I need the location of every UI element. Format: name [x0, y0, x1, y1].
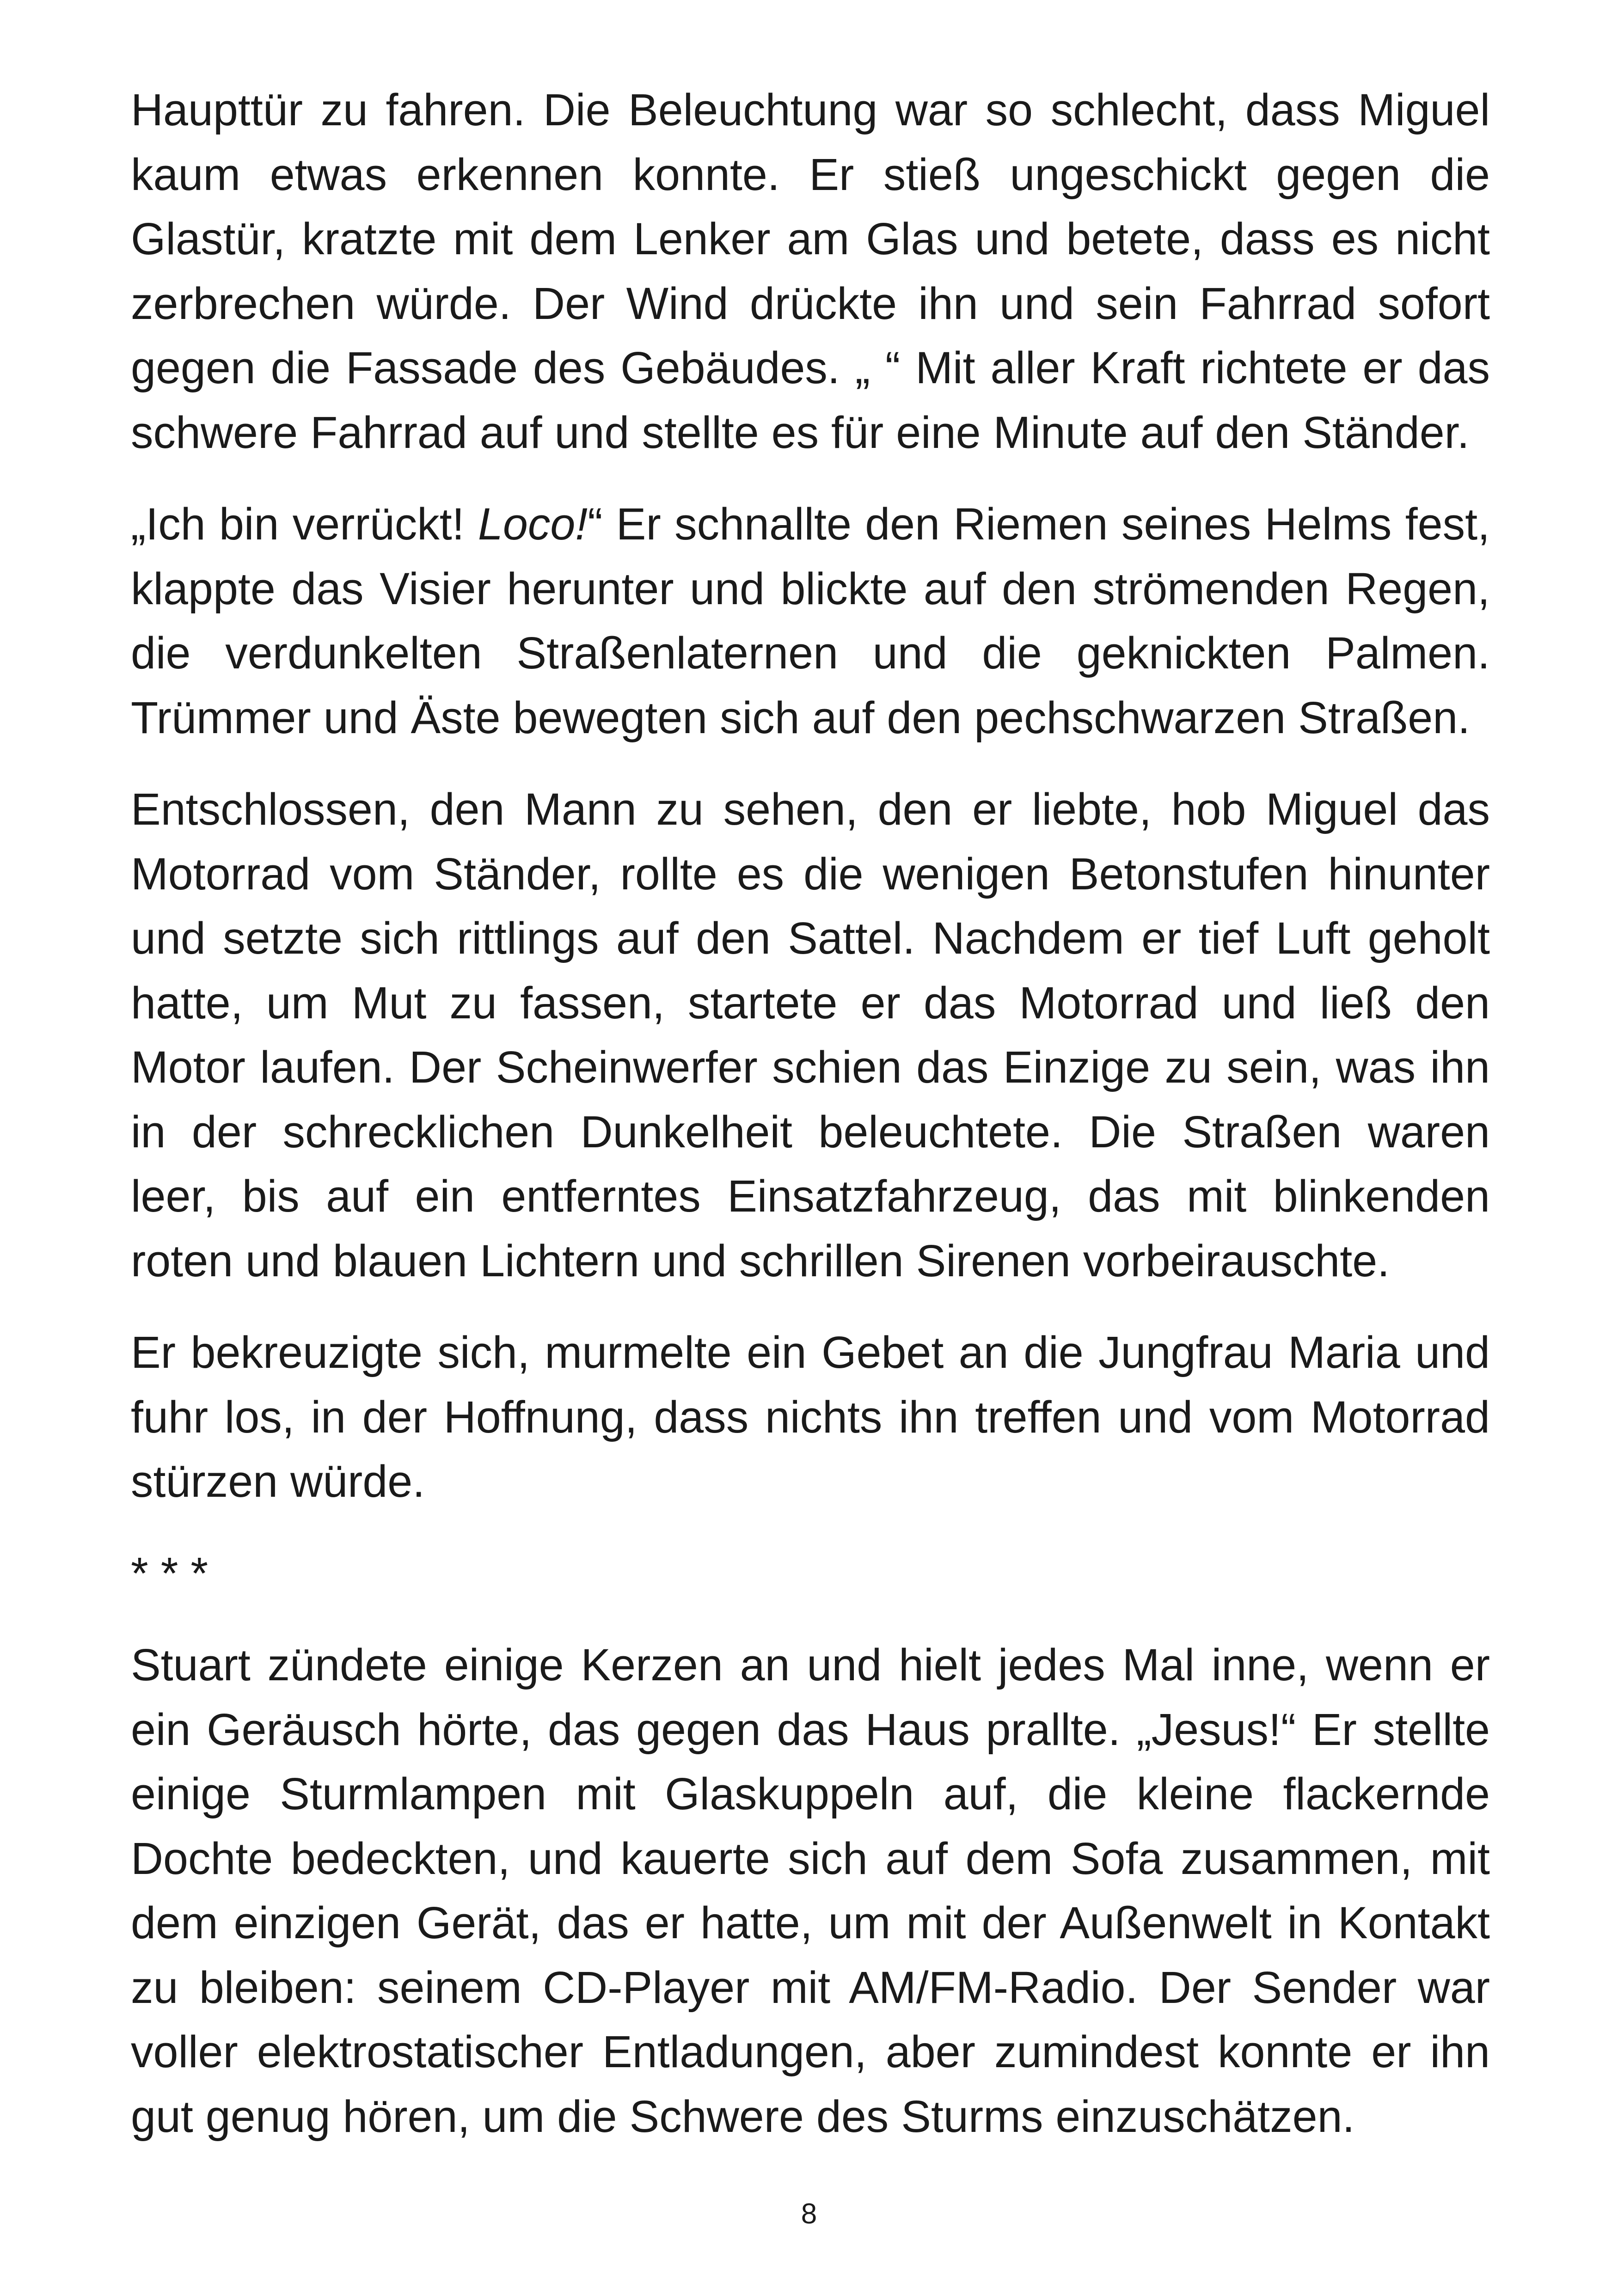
- text-line: in der schrecklichen Dunkelheit beleuchtete. Die Straßen waren: [131, 1106, 1490, 1157]
- text-line: Stuart zündete einige Kerzen an und hielt jedes Mal inne, wenn er: [131, 1640, 1490, 1690]
- paragraph-4: [131, 1320, 1490, 1514]
- text-line: Er bekreuzigte sich, murmelte ein Gebet an die Jungfrau Maria und: [131, 1327, 1490, 1378]
- paragraph-5: [131, 1633, 1490, 2149]
- text-line: Haupttür zu fahren. Die Beleuchtung war so schlecht, dass Miguel: [131, 85, 1490, 135]
- text-line: die verdunkelten Straßenlaternen und die geknickten Palmen.: [131, 628, 1490, 678]
- paragraph-1: [131, 78, 1490, 465]
- text-line: hatte, um Mut zu fassen, startete er das Motorrad und ließ den: [131, 977, 1490, 1028]
- text-line: roten und blauen Lichtern und schrillen Sirenen vorbeirauschte.: [131, 1235, 1390, 1286]
- text-line: ein Geräusch hörte, das gegen das Haus prallte. „Jesus!“ Er stellte: [131, 1704, 1490, 1755]
- body-text: [131, 78, 1490, 2176]
- text-line: „Ich bin verrückt! Loco!“ Er schnallte den Riemen seines Helms fest,: [131, 499, 1490, 549]
- text-line: zerbrechen würde. Der Wind drückte ihn und sein Fahrrad sofort: [131, 278, 1490, 329]
- text-line: leer, bis auf ein entferntes Einsatzfahrzeug, das mit blinkenden: [131, 1171, 1490, 1221]
- text-line: einige Sturmlampen mit Glaskuppeln auf, die kleine flackernde: [131, 1769, 1490, 1819]
- text-line: dem einzigen Gerät, das er hatte, um mit der Außenwelt in Kontakt: [131, 1898, 1490, 1948]
- scene-break: * * *: [131, 1548, 208, 1598]
- text-line: klappte das Visier herunter und blickte auf den strömenden Regen,: [131, 563, 1490, 614]
- text-line: voller elektrostatischer Entladungen, aber zumindest konnte er ihn: [131, 2027, 1490, 2077]
- italic-word: Loco!: [478, 499, 588, 549]
- text-line: Motor laufen. Der Scheinwerfer schien das Einzige zu sein, was ihn: [131, 1042, 1490, 1092]
- text-line: zu bleiben: seinem CD-Player mit AM/FM-Radio. Der Sender war: [131, 1962, 1490, 2013]
- text-line: Entschlossen, den Mann zu sehen, den er liebte, hob Miguel das: [131, 784, 1490, 834]
- text-line: Dochte bedeckten, und kauerte sich auf dem Sofa zusammen, mit: [131, 1833, 1490, 1884]
- text-line: schwere Fahrrad auf und stellte es für eine Minute auf den Ständer.: [131, 407, 1470, 458]
- text-line: Motorrad vom Ständer, rollte es die wenigen Betonstufen hinunter: [131, 848, 1490, 899]
- paragraph-3: [131, 777, 1490, 1293]
- text-line: und setzte sich rittlings auf den Sattel. Nachdem er tief Luft geholt: [131, 913, 1490, 963]
- text-line: Glastür, kratzte mit dem Lenker am Glas und betete, dass es nicht: [131, 214, 1490, 264]
- paragraph-2: [131, 492, 1490, 750]
- text-line: Trümmer und Äste bewegten sich auf den pechschwarzen Straßen.: [131, 692, 1471, 743]
- text-line: gegen die Fassade des Gebäudes. „ “ Mit aller Kraft richtete er das: [131, 343, 1490, 393]
- text-line: kaum etwas erkennen konnte. Er stieß ungeschickt gegen die: [131, 149, 1490, 200]
- text-line: fuhr los, in der Hoffnung, dass nichts ihn treffen und vom Motorrad: [131, 1391, 1490, 1442]
- text-line: gut genug hören, um die Schwere des Sturms einzuschätzen.: [131, 2091, 1355, 2142]
- text-line: stürzen würde.: [131, 1456, 425, 1506]
- page-number: 8: [801, 2198, 817, 2230]
